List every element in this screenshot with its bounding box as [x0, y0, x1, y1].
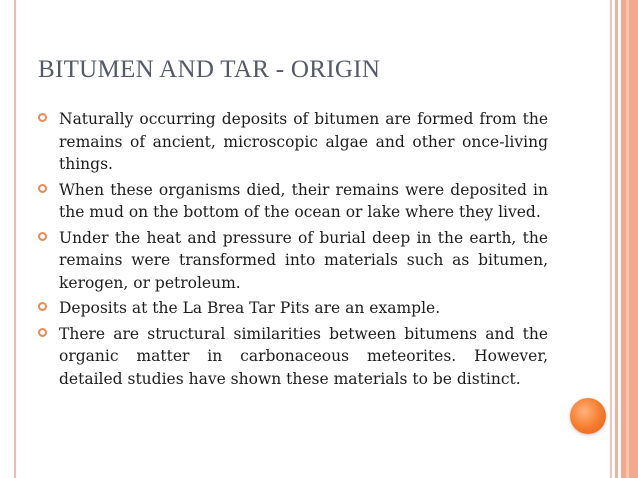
left-border-line [14, 0, 16, 478]
list-item [38, 108, 548, 176]
list-item [38, 297, 548, 320]
hollow-circle-icon [38, 113, 47, 122]
right-border-stripe [615, 0, 618, 478]
hollow-circle-icon [38, 302, 47, 311]
right-border-highlight [626, 0, 629, 478]
list-item [38, 227, 548, 295]
bullet-list [38, 108, 548, 393]
slide-title: BITUMEN AND TAR - ORIGIN [38, 56, 381, 83]
list-item [38, 323, 548, 391]
list-item [38, 179, 548, 224]
right-border-stripe [610, 0, 612, 478]
hollow-circle-icon [38, 232, 47, 241]
orange-orb-icon [570, 398, 606, 434]
right-border-band [621, 0, 638, 478]
hollow-circle-icon [38, 184, 47, 193]
bullet-text: There are structural similarities between bitumens and the organic matter in carbonaceous meteorites. However, detailed studies have shown these materials to be distinct. [59, 324, 548, 388]
bullet-text: Naturally occurring deposits of bitumen are formed from the remains of ancient, microscopic algae and other once-living things. [59, 110, 548, 173]
bullet-text: When these organisms died, their remains were deposited in the mud on the bottom of the ocean or lake where they lived. [59, 180, 548, 221]
bullet-text: Deposits at the La Brea Tar Pits are an example. [59, 299, 441, 317]
bullet-text: Under the heat and pressure of burial deep in the earth, the remains were transformed into materials such as bitumen, kerogen, or petroleum. [59, 228, 548, 292]
hollow-circle-icon [38, 328, 47, 337]
